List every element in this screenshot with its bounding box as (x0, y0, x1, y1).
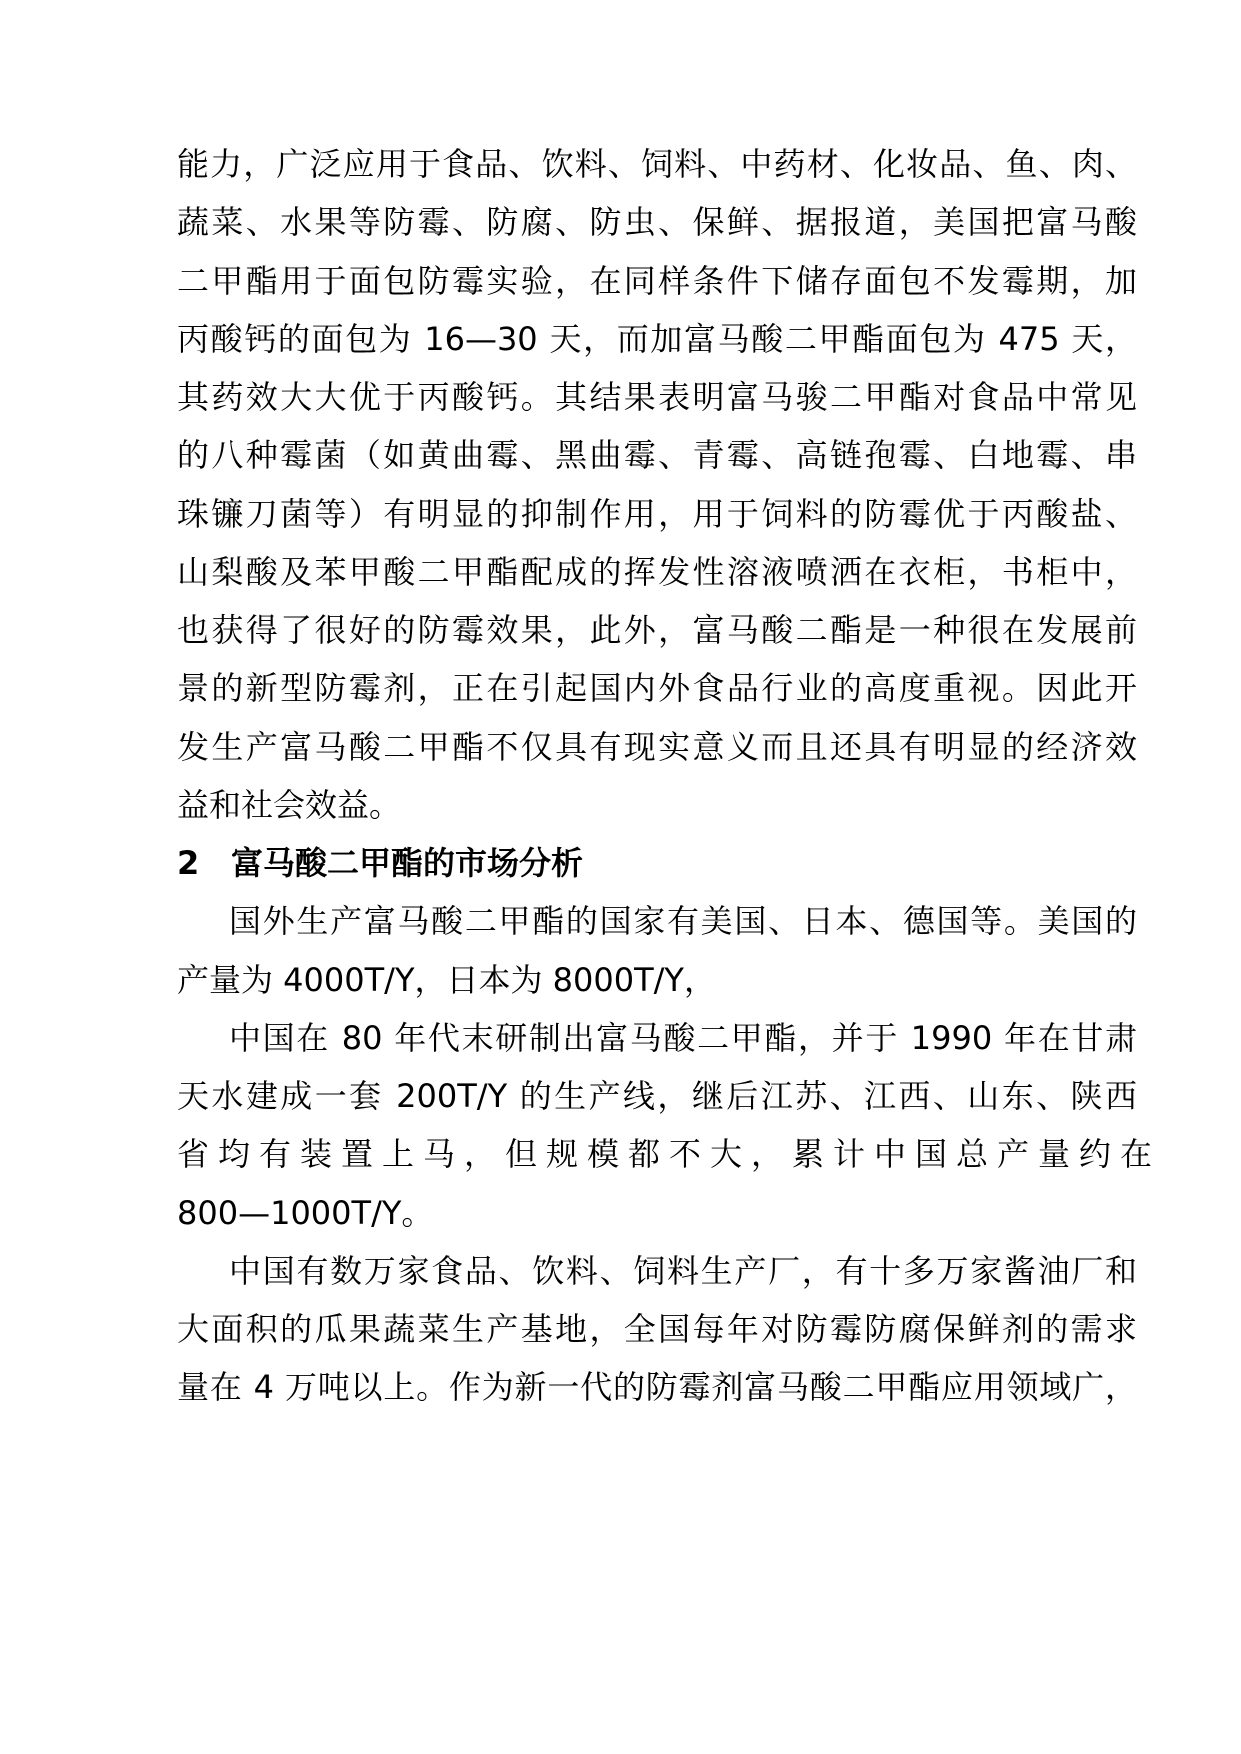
text-line: 中国有数万家食品、饮料、饲料生产厂，有十多万家酱油厂和 (229, 1252, 1137, 1290)
text-line: 蔬菜、水果等防霉、防腐、防虫、保鲜、据报道，美国把富马酸 (177, 203, 1137, 241)
text-line: 省均有装置上马，但规模都不大，累计中国总产量约在 (177, 1135, 1162, 1173)
text-line: 大面积的瓜果蔬菜生产基地，全国每年对防霉防腐保鲜剂的需求 (177, 1310, 1137, 1348)
section-title: 富马酸二甲酯的市场分析 (231, 844, 584, 882)
text-line: 景的新型防霉剂，正在引起国内外食品行业的高度重视。因此开 (177, 669, 1137, 707)
text-line: 丙酸钙的面包为 16—30 天，而加富马酸二甲酯面包为 475 天， (177, 320, 1137, 358)
text-line: 发生产富马酸二甲酯不仅具有现实意义而且还具有明显的经济效 (177, 728, 1137, 766)
text-line: 天水建成一套 200T/Y 的生产线，继后江苏、江西、山东、陕西 (177, 1077, 1137, 1115)
text-line: 量在 4 万吨以上。作为新一代的防霉剂富马酸二甲酯应用领域广， (177, 1368, 1137, 1406)
text-line: 国外生产富马酸二甲酯的国家有美国、日本、德国等。美国的 (229, 902, 1137, 940)
text-line: 二甲酯用于面包防霉实验，在同样条件下储存面包不发霉期，加 (177, 262, 1137, 300)
section-heading (177, 840, 1137, 886)
text-line: 产量为 4000T/Y，日本为 8000T/Y， (177, 961, 716, 999)
text-line: 益和社会效益。 (177, 786, 402, 824)
text-line: 也获得了很好的防霉效果，此外，富马酸二酯是一种很在发展前 (177, 611, 1137, 649)
text-line: 中国在 80 年代末研制出富马酸二甲酯，并于 1990 年在甘肃 (229, 1019, 1137, 1057)
text-line: 山梨酸及苯甲酸二甲酯配成的挥发性溶液喷洒在衣柜，书柜中， (177, 553, 1137, 591)
text-line: 珠镰刀菌等）有明显的抑制作用，用于饲料的防霉优于丙酸盐、 (177, 495, 1137, 533)
section-number: 2 (177, 844, 200, 882)
text-line: 800—1000T/Y。 (177, 1194, 434, 1232)
text-line: 能力，广泛应用于食品、饮料、饲料、中药材、化妆品、鱼、肉、 (177, 145, 1137, 183)
text-line: 的八种霉菌（如黄曲霉、黑曲霉、青霉、高链孢霉、白地霉、串 (177, 436, 1137, 474)
text-line: 其药效大大优于丙酸钙。其结果表明富马骏二甲酯对食品中常见 (177, 378, 1137, 416)
